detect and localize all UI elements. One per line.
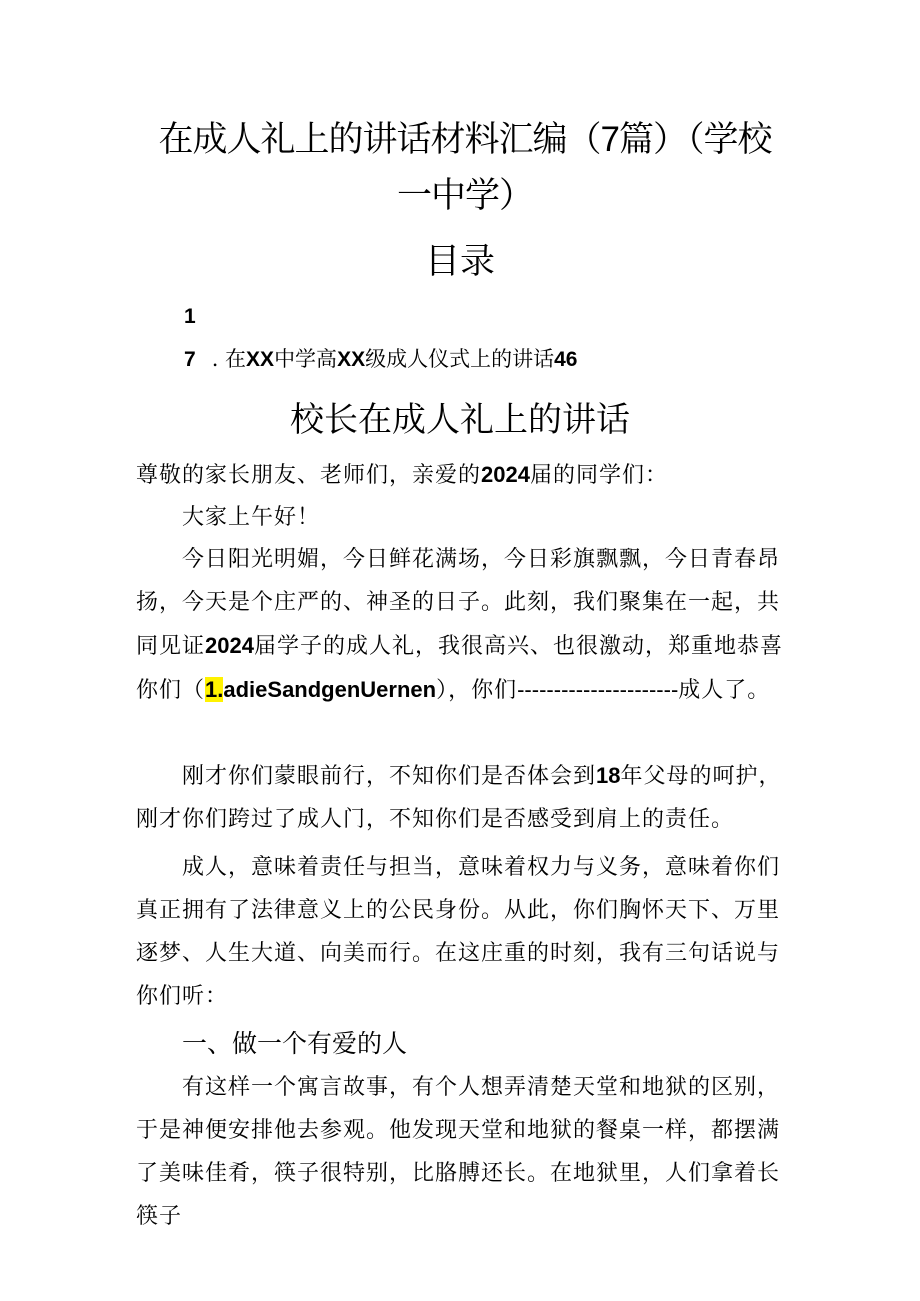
hello-paragraph: 大家上午好！ xyxy=(182,505,321,530)
toc-entry-index: 7 xyxy=(184,348,196,371)
toc-heading: 目录 xyxy=(424,242,495,281)
toc-entry[interactable] xyxy=(184,344,577,375)
greeting-paragraph xyxy=(136,453,796,497)
greeting-text-a: 尊敬的家长朋友、老师们，亲爱的 xyxy=(136,463,482,488)
p1-text-a: 今日阳光明媚，今日鲜花满场，今日彩旗飘飘，今日青春昂扬，今天是个庄严的、神圣的日子。此刻，我们聚集在一起，共同见证 xyxy=(136,547,781,659)
document-title xyxy=(150,112,780,224)
subheading: 一、做一个有爱的人 xyxy=(182,1030,408,1058)
highlighted-text: 1. xyxy=(205,677,224,702)
document-title-line-2: 一中学） xyxy=(396,176,533,215)
paragraph-4: 有这样一个寓言故事，有个人想弄清楚天堂和地狱的区别，于是神便安排他去参观。他发现天堂和地狱的餐桌一样，都摆满了美味佳肴，筷子很特别，比胳膊还长。在地狱里，人们拿着长筷子 xyxy=(136,1075,781,1229)
paragraph-2 xyxy=(136,754,796,841)
toc-entry-page: 46 xyxy=(554,348,578,371)
p2-text-a: 刚才你们蒙眼前行，不知你们是否体会到 xyxy=(182,764,597,789)
p1-year: 2024 xyxy=(205,633,254,658)
p1-text-b: 届学子的成人礼，我很高兴、也很激动，郑重地恭喜你们（ xyxy=(136,634,783,703)
p1-text-c: ），你们 xyxy=(436,678,518,703)
greeting-text-b: 届的同学们： xyxy=(529,463,668,488)
p2-number: 18 xyxy=(596,763,621,788)
p2-text-b: 年父母的呵护，刚才你们跨过了成人门，不知你们是否感受到肩上的责任。 xyxy=(136,764,782,832)
p1-garbled-text: adieSandgenUernen xyxy=(223,677,437,702)
p1-text-d: 成人了。 xyxy=(678,678,771,703)
toc-entry-xx-1: XX xyxy=(246,348,275,371)
toc-entry-text-c: 级成人仪式上的讲话 xyxy=(365,347,555,371)
paragraph-1 xyxy=(136,538,796,712)
paragraph-3: 成人，意味着责任与担当，意味着权力与义务，意味着你们真正拥有了法律意义上的公民身份。从此，你们胸怀天下、万里逐梦、人生大道、向美而行。在这庄重的时刻，我有三句话说与你们听： xyxy=(136,855,781,1009)
p1-dashes: ---------------------- xyxy=(517,677,679,702)
toc-entry-text-b: 中学高 xyxy=(274,347,338,371)
document-title-line-1: 在成人礼上的讲话材料汇编（7篇）（学校 xyxy=(158,120,772,159)
toc-number: 1 xyxy=(184,305,196,328)
greeting-year: 2024 xyxy=(481,462,530,487)
toc-entry-text-a: . 在 xyxy=(211,347,247,371)
section-title: 校长在成人礼上的讲话 xyxy=(290,401,630,439)
toc-entry-xx-2: XX xyxy=(337,348,366,371)
